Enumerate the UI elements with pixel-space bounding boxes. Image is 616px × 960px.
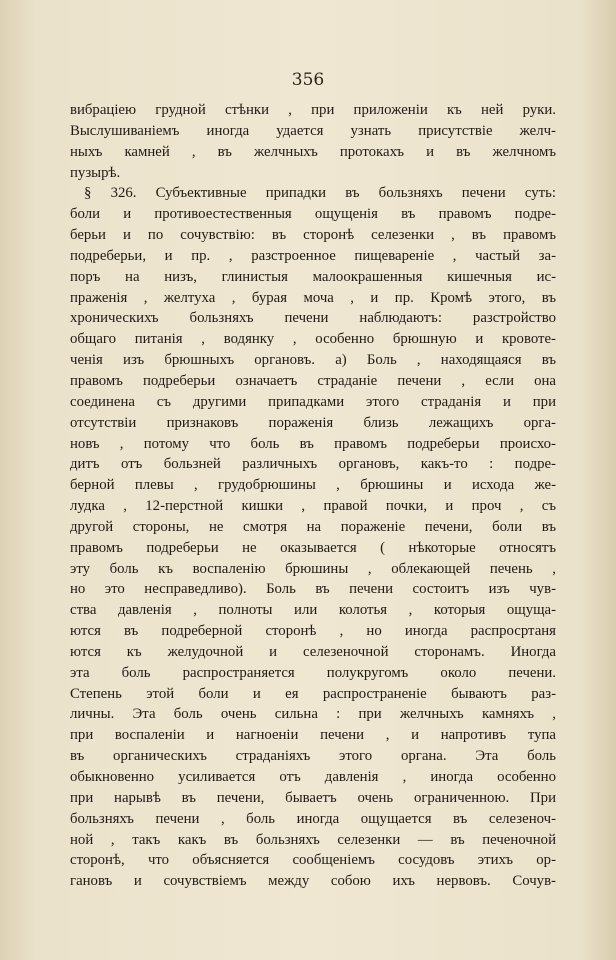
text-line: ства давленія , полноты или колотья , которыя ощуща- [70,602,556,619]
text-line: ной , такъ какъ въ бользняхъ селезенки — въ печеночной [70,831,556,848]
text-line: боли и противоестественныя ощущенія въ правомъ подре- [70,206,556,223]
page-number: 356 [291,70,325,90]
text-line: подреберьи, и пр. , разстроенное пищевареніе , частый за- [70,247,556,264]
text-line: эту боль къ воспаленію брюшины , облекающей печень , [70,560,556,577]
text-line: Выслушиваніемъ иногда удается узнать присутствіе желч- [70,122,556,139]
text-line: общаго питанія , водянку , особенно брюшную и кровоте- [70,331,556,348]
text-line: вибраціею грудной стѣнки , при приложеніи къ ней руки. [70,102,556,118]
text-line: хроническихъ бользняхъ печени наблюдаютъ: разстройство [70,310,556,327]
text-line: ныхъ камней , въ желчныхъ протокахъ и въ желчномъ [70,143,556,160]
text-line: личны. Эта боль очень сильна : при желчныхъ камняхъ , [70,706,556,723]
text-line: ченія изъ брюшныхъ органовъ. а) Боль , находящаяся въ [70,352,556,369]
text-line: соединена съ другими припадками этого страданія и при [70,393,556,410]
text-line: правомъ подреберьи означаетъ страданіе печени , если она [70,372,556,389]
text-line: лудка , 12-перстной кишки , правой почки, и проч , съ [70,498,556,515]
text-line: новъ , потому что боль въ правомъ подреберьи происхо- [70,435,556,452]
text-line: дитъ отъ бользней различныхъ органовъ, какъ-то : подре- [70,456,556,473]
text-line: гановъ и сочувствіемъ между собою ихъ нервовъ. Сочув- [70,873,556,890]
text-line: берной плевы , грудобрюшины , брюшины и исхода же- [70,477,556,494]
text-line: при нарывѣ въ печени, бываетъ очень ограниченною. При [70,789,556,806]
text-line: бользняхъ печени , боль иногда ощущается въ селезеноч- [70,810,556,827]
body-text [70,100,556,892]
text-line: но это несправедливо). Боль въ печени состоитъ изъ чув- [70,581,556,598]
text-line: отсутствіи признаковъ пораженія близь лежащихъ орга- [70,414,556,431]
text-line: правомъ подреберьи не оказывается ( нѣкоторые относятъ [70,539,556,556]
text-line: эта боль распространяется полукругомъ около печени. [70,664,556,681]
text-line: другой стороны, не смотря на пораженіе печени, боли въ [70,518,556,535]
text-line: обыкновенно усиливается отъ давленія , иногда особенно [70,769,556,785]
text-line: ются въ подреберной сторонѣ , но иногда распросртаня [70,623,556,640]
text-line: поръ на низъ, глинистыя малоокрашенныя кишечныя ис- [70,268,556,285]
text-line: берьи и по сочувствію: въ сторонѣ селезенки , въ правомъ [70,227,556,244]
text-line: при воспаленіи и нагноеніи печени , и напротивъ тупа [70,727,556,744]
text-line: пузырѣ. [70,164,121,181]
text-line: сторонѣ, что объясняется сообщеніемъ сосудовъ этихъ ор- [70,852,556,869]
text-line: Степень этой боли и ея распространеніе бываютъ раз- [70,685,556,702]
section-heading-line: § 326. Субъективные припадки въ бользняхъ печени суть: [84,185,556,202]
text-line: въ органическихъ страданіяхъ этого органа. Эта боль [70,748,556,765]
text-line: ются къ желудочной и селезеночной сторонамъ. Иногда [70,643,556,660]
text-line: праженія , желтуха , бурая моча , и пр. Кромѣ этого, въ [70,289,556,306]
